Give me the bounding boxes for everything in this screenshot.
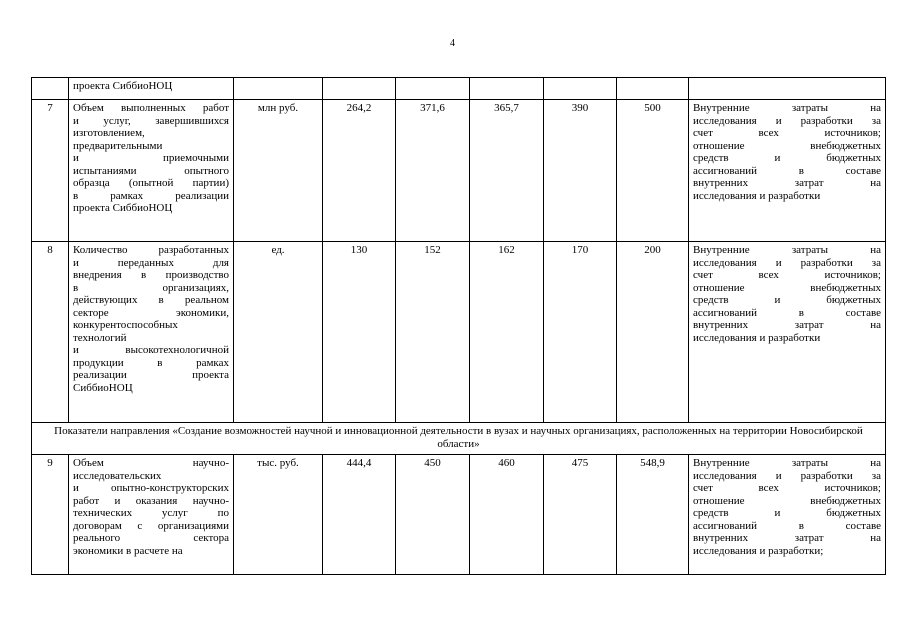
- row-number-cell: [32, 78, 69, 100]
- method-cell: [689, 78, 886, 100]
- indicator-name-cell: [69, 242, 234, 423]
- indicator-name-line: и переданных для: [73, 256, 229, 269]
- indicator-name-line: СиббиоНОЦ: [73, 381, 133, 394]
- method-line: Внутренние затраты на: [693, 102, 881, 114]
- page-number: 4: [450, 38, 455, 49]
- indicator-name-line: и опытно-конструкторских: [73, 482, 229, 494]
- method-line: средств и бюджетных: [693, 294, 881, 306]
- method-line: средств и бюджетных: [693, 507, 881, 519]
- value-cell: [617, 78, 689, 100]
- method-line: средств и бюджетных: [693, 152, 881, 164]
- value-cell: 450: [396, 455, 470, 575]
- table-row: [32, 242, 886, 423]
- indicator-name-line: и приемочными: [73, 152, 229, 164]
- method-line: ассигнований в составе: [693, 519, 881, 532]
- value-cell: 200: [617, 242, 689, 423]
- indicator-name-line: Объем выполненных работ: [73, 102, 229, 114]
- method-line: отношение внебюджетных: [693, 494, 881, 507]
- method-line: ассигнований в составе: [693, 306, 881, 319]
- method-line: отношение внебюджетных: [693, 281, 881, 294]
- unit-cell: тыс. руб.: [234, 455, 323, 575]
- method-line: исследования и разработки;: [693, 544, 824, 557]
- indicator-name-line: Количество разработанных: [73, 244, 229, 256]
- indicator-name-line: секторе экономики,: [73, 306, 229, 319]
- indicator-name-line: Объем научно-: [73, 457, 229, 469]
- indicator-name-line: в рамках реализации: [73, 189, 229, 202]
- table-row: [32, 455, 886, 575]
- method-line: отношение внебюджетных: [693, 139, 881, 152]
- method-cell: [689, 100, 886, 242]
- indicator-name-line: реализации проекта: [73, 369, 229, 381]
- value-cell: [323, 78, 396, 100]
- table-row: [32, 78, 886, 100]
- indicator-name-line: исследовательских: [73, 469, 162, 482]
- indicator-name-line: и услуг, завершившихся: [73, 114, 229, 127]
- table-row: [32, 423, 886, 455]
- method-line: исследования и разработки за: [693, 256, 881, 269]
- indicator-name-line: технологий: [73, 331, 127, 344]
- method-line: Внутренние затраты на: [693, 457, 881, 469]
- value-cell: 152: [396, 242, 470, 423]
- value-cell: 390: [544, 100, 617, 242]
- row-number-cell: 8: [32, 242, 69, 423]
- value-cell: [396, 78, 470, 100]
- method-line: счет всех источников;: [693, 269, 881, 281]
- value-cell: 130: [323, 242, 396, 423]
- method-cell: [689, 242, 886, 423]
- value-cell: 365,7: [470, 100, 544, 242]
- table-row: [32, 100, 886, 242]
- section-header-cell: Показатели направления «Создание возможностей научной и инновационной деятельности в вузах и научных организациях, расположенных на территории Новосибирской области»: [32, 423, 886, 455]
- value-cell: 548,9: [617, 455, 689, 575]
- indicators-table: [31, 77, 886, 575]
- indicator-name-line: технических услуг по: [73, 507, 229, 519]
- value-cell: 500: [617, 100, 689, 242]
- method-line: исследования и разработки: [693, 189, 821, 202]
- unit-cell: ед.: [234, 242, 323, 423]
- indicator-name-line: реального сектора: [73, 532, 229, 544]
- indicator-name-cell: [69, 455, 234, 575]
- method-line: счет всех источников;: [693, 482, 881, 494]
- unit-cell: млн руб.: [234, 100, 323, 242]
- indicator-name-line: образца (опытной партии): [73, 177, 229, 189]
- value-cell: 371,6: [396, 100, 470, 242]
- indicator-name-line: договорам с организациями: [73, 519, 229, 532]
- value-cell: 444,4: [323, 455, 396, 575]
- indicator-name-cell: [69, 78, 234, 100]
- indicator-name-line: работ и оказания научно-: [73, 494, 229, 507]
- indicator-name-line: экономики в расчете на: [73, 544, 183, 557]
- method-line: исследования и разработки: [693, 331, 821, 344]
- method-line: счет всех источников;: [693, 127, 881, 139]
- method-line: Внутренние затраты на: [693, 244, 881, 256]
- indicator-name-line: проекта СиббиоНОЦ: [73, 80, 173, 92]
- method-line: исследования и разработки за: [693, 469, 881, 482]
- method-line: ассигнований в составе: [693, 164, 881, 177]
- indicator-name-line: продукции в рамках: [73, 356, 229, 369]
- indicator-name-line: в организациях,: [73, 281, 229, 294]
- indicator-name-line: испытаниями опытного: [73, 164, 229, 177]
- method-line: внутренних затрат на: [693, 532, 881, 544]
- indicator-name-line: изготовлением,: [73, 127, 145, 139]
- value-cell: 264,2: [323, 100, 396, 242]
- value-cell: [544, 78, 617, 100]
- value-cell: 162: [470, 242, 544, 423]
- method-cell: [689, 455, 886, 575]
- indicator-name-line: внедрения в производство: [73, 269, 229, 281]
- value-cell: 170: [544, 242, 617, 423]
- indicator-name-line: действующих в реальном: [73, 294, 229, 306]
- value-cell: 460: [470, 455, 544, 575]
- value-cell: [470, 78, 544, 100]
- method-line: внутренних затрат на: [693, 177, 881, 189]
- unit-cell: [234, 78, 323, 100]
- indicator-name-line: конкурентоспособных: [73, 319, 178, 331]
- method-line: внутренних затрат на: [693, 319, 881, 331]
- indicator-name-line: и высокотехнологичной: [73, 344, 229, 356]
- row-number-cell: 9: [32, 455, 69, 575]
- row-number-cell: 7: [32, 100, 69, 242]
- indicator-name-line: предварительными: [73, 139, 163, 152]
- value-cell: 475: [544, 455, 617, 575]
- indicator-name-cell: [69, 100, 234, 242]
- table-body: [32, 78, 886, 575]
- method-line: исследования и разработки за: [693, 114, 881, 127]
- indicator-name-line: проекта СиббиоНОЦ: [73, 202, 173, 214]
